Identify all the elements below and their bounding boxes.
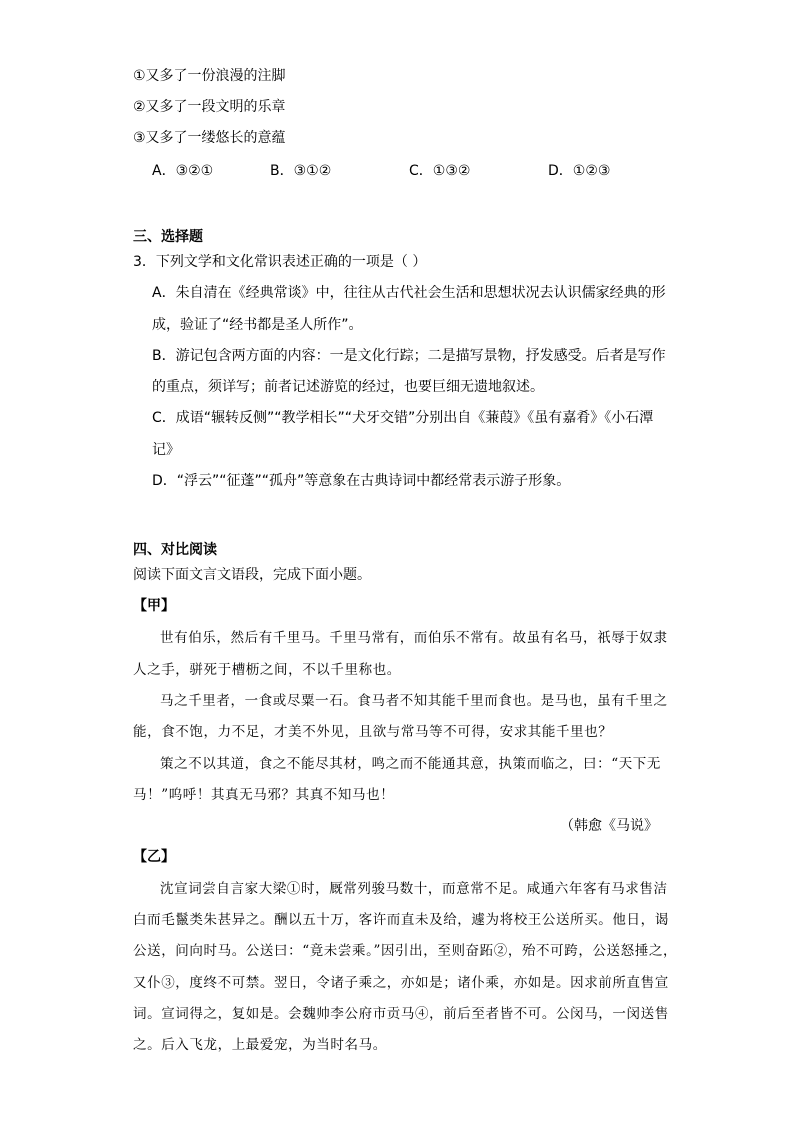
q2-option-b: B．③①② bbox=[270, 163, 332, 179]
option-a-line-1: A．朱自清在《经典常谈》中，往往从古代社会生活和思想状况去认识儒家经典的形 bbox=[152, 285, 666, 301]
option-c-line-2: 记》 bbox=[152, 442, 180, 458]
passage-yi-line: 白而毛鬣类朱甚异之。酬以五十万，客许而直未及给，遽为将校王公送所买。他日，谒 bbox=[133, 912, 669, 928]
option-b-line-2: 的重点，须详写；前者记述游览的经过，也要巨细无遗地叙述。 bbox=[152, 379, 544, 395]
q2-option-d: D．①②③ bbox=[548, 163, 611, 179]
q2-option-a: A．③②① bbox=[152, 163, 214, 179]
passage-jia-line: 马！”呜呼！其真无马邪？其真不知马也！ bbox=[133, 787, 395, 803]
passage-yi-line: 词。宣词得之，复如是。会魏帅李公府市贡马④，前后至者皆不可。公闵马，一闵送售 bbox=[133, 1006, 669, 1022]
question-3: 3．下列文学和文化常识表述正确的一项是（ ） bbox=[133, 254, 427, 270]
option-a-line-2: 成，验证了“经书都是圣人所作”。 bbox=[152, 317, 363, 333]
passage-jia-line: 策之不以其道，食之不能尽其材，鸣之而不能通其意，执策而临之，曰：“天下无 bbox=[160, 756, 662, 772]
list-item-2: ②又多了一段文明的乐章 bbox=[133, 99, 286, 115]
option-c-line-1: C．成语“辗转反侧”“教学相长”“犬牙交错”分别出自《蒹葭》《虽有嘉肴》《小石潭 bbox=[152, 410, 654, 426]
section-4-title: 四、对比阅读 bbox=[133, 542, 217, 558]
passage-yi-line: 又仆③，度终不可禁。翌日，令诸子乘之，亦如是；诸仆乘，亦如是。因求前所直售宣 bbox=[133, 975, 669, 991]
passage-yi-line: 沈宣词尝自言家大梁①时，厩常列骏马数十，而意常不足。咸通六年客有马求售洁 bbox=[160, 881, 668, 897]
passage-jia-label: 【甲】 bbox=[133, 598, 175, 614]
passage-jia-line: 马之千里者，一食或尽粟一石。食马者不知其能千里而食也。是马也，虽有千里之 bbox=[160, 693, 668, 709]
passage-yi-label: 【乙】 bbox=[133, 849, 175, 865]
option-d-line-1: D．“浮云”“征蓬”“孤舟”等意象在古典诗词中都经常表示游子形象。 bbox=[152, 473, 571, 489]
passage-yi-line: 公送，问向时马。公送曰：“竟未尝乘。”因引出，至则奋跖②，殆不可跨，公送怒捶之， bbox=[133, 943, 678, 959]
list-item-3: ③又多了一缕悠长的意蕴 bbox=[133, 130, 286, 146]
passage-jia-line: 能，食不饱，力不足，才美不外见，且欲与常马等不可得，安求其能千里也？ bbox=[133, 724, 613, 740]
section-3-title: 三、选择题 bbox=[133, 229, 203, 245]
passage-jia-line: 世有伯乐，然后有千里马。千里马常有，而伯乐不常有。故虽有名马，祇辱于奴隶 bbox=[160, 630, 668, 646]
passage-yi-line: 之。后入飞龙，上最爱宠，为当时名马。 bbox=[133, 1037, 387, 1053]
list-item-1: ①又多了一份浪漫的注脚 bbox=[133, 68, 286, 84]
option-b-line-1: B．游记包含两方面的内容：一是文化行踪；二是描写景物，抒发感受。后者是写作 bbox=[152, 348, 666, 364]
passage-jia-line: 人之手，骈死于槽枥之间，不以千里称也。 bbox=[133, 662, 401, 678]
q2-option-c: C．①③② bbox=[409, 163, 471, 179]
q2-options bbox=[152, 160, 672, 180]
section-4-intro: 阅读下面文言文语段，完成下面小题。 bbox=[133, 567, 371, 583]
passage-jia-source: （韩愈《马说》 bbox=[560, 818, 658, 834]
